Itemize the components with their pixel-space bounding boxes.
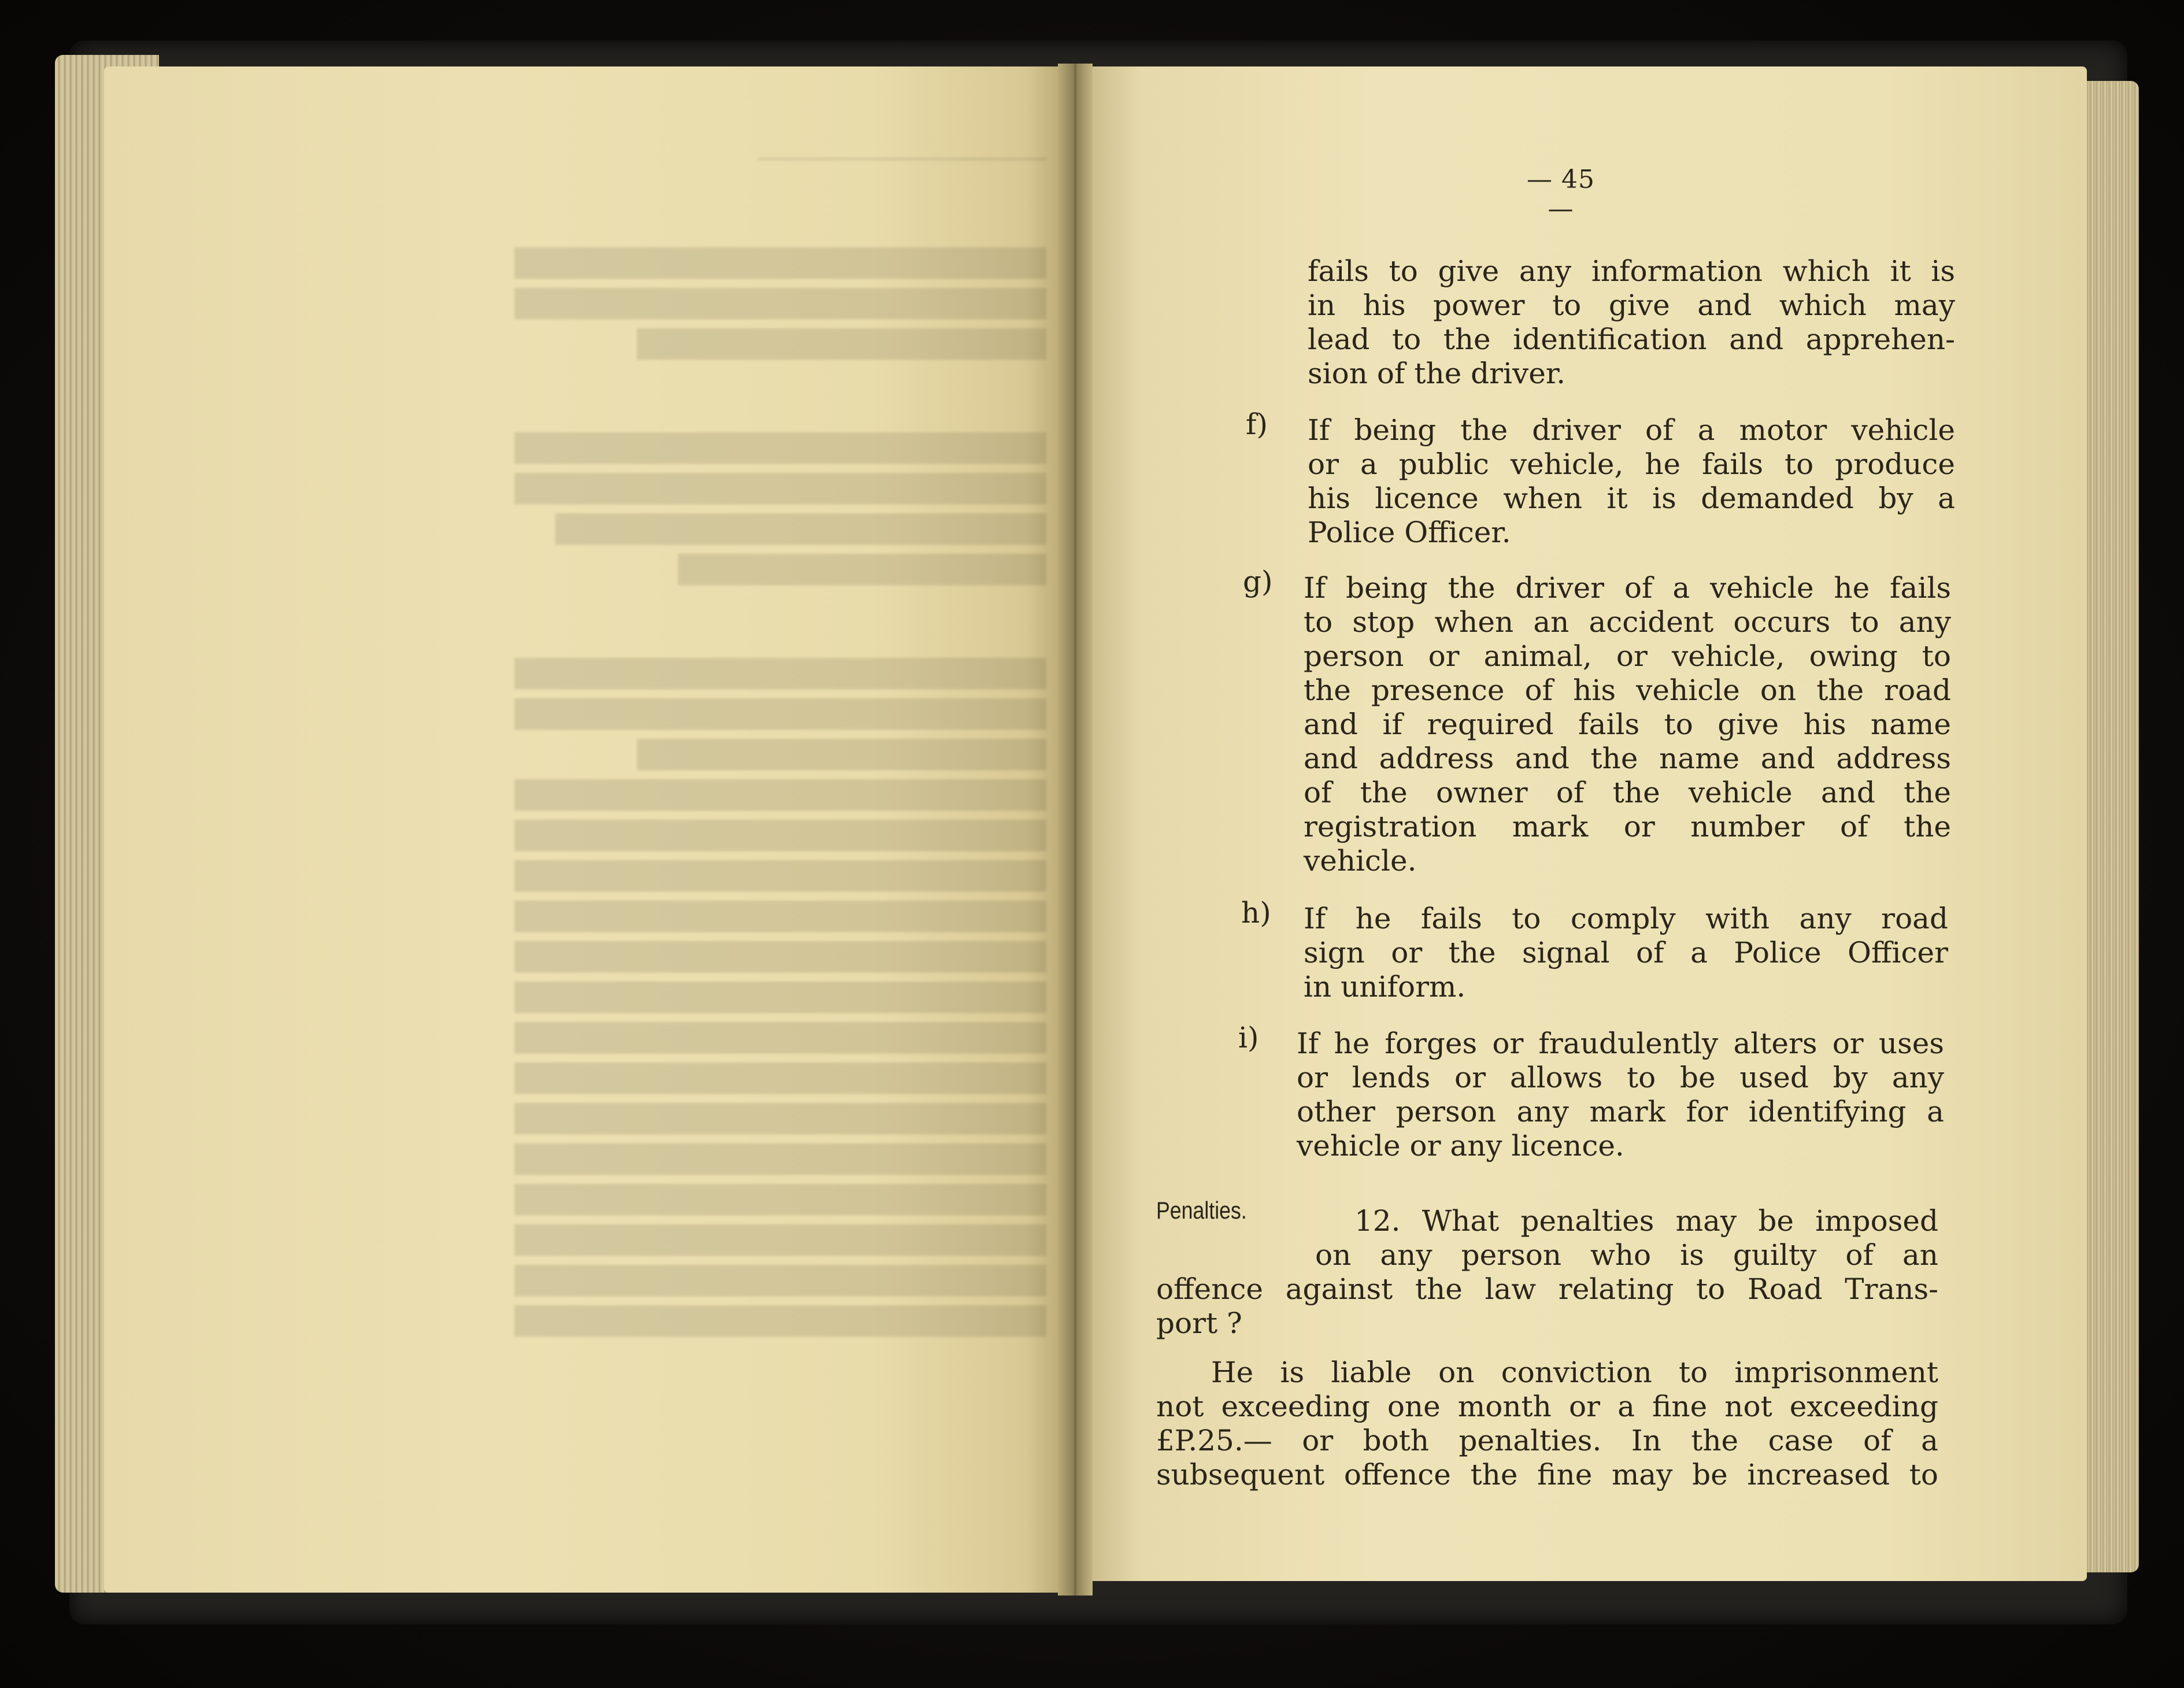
item-letter-f: f) [1246,408,1268,441]
item-h-text [1304,902,1948,1004]
text-line: offence against the law relating to Road Trans- [1156,1272,1938,1306]
text-line: Police Officer. [1308,516,1511,549]
text-line: vehicle. [1304,844,1417,878]
text-line: and address and the name and address [1304,742,1951,775]
question-12-second-line [1315,1238,1938,1272]
item-i-text [1297,1027,1944,1163]
page-number: — 45 — [1527,165,1595,224]
answer-paragraph [1156,1356,1938,1492]
text-line: or lends or allows to be used by any [1297,1061,1944,1094]
text-line: his licence when it is demanded by a [1308,482,1955,515]
text-line: to stop when an accident occurs to any [1304,605,1951,639]
text-line: £P.25.— or both penalties. In the case of a [1156,1424,1938,1457]
text-line: He is liable on conviction to imprisonment [1211,1356,1938,1389]
item-letter-i: i) [1238,1021,1259,1054]
item-letter-h: h) [1241,896,1271,930]
text-line: of the owner of the vehicle and the [1304,776,1951,809]
question-12-rest [1156,1272,1938,1341]
text-line: lead to the identification and apprehen- [1308,323,1955,356]
text-line: If being the driver of a vehicle he fails [1304,571,1951,605]
text-line: in his power to give and which may [1308,288,1955,322]
text-line: other person any mark for identifying a [1297,1095,1944,1128]
book-gutter [1058,64,1093,1596]
item-f-text [1308,413,1955,550]
text-line: or a public vehicle, he fails to produce [1308,447,1955,481]
text-line: and if required fails to give his name [1304,708,1951,741]
text-line: 12. What penalties may be imposed [1354,1204,1938,1238]
text-line: subsequent offence the fine may be increased to [1156,1458,1938,1491]
margin-note-penalties: Penalties. [1156,1197,1247,1224]
question-12-first-line [1354,1204,1938,1238]
text-line: fails to give any information which it is [1308,254,1955,288]
text-line: port ? [1156,1306,1242,1340]
text-line: registration mark or number of the [1304,810,1951,843]
text-line: in uniform. [1304,970,1466,1004]
text-line: sign or the signal of a Police Officer [1304,936,1948,969]
text-line: If he fails to comply with any road [1304,902,1948,935]
text-line: the presence of his vehicle on the road [1304,673,1951,707]
item-g-text [1304,571,1951,878]
text-line: on any person who is guilty of an [1315,1238,1938,1272]
item-letter-g: g) [1243,565,1273,598]
text-line: If he forges or fraudulently alters or uses [1297,1027,1944,1060]
text-line: If being the driver of a motor vehicle [1308,413,1955,447]
text-line: person or animal, or vehicle, owing to [1304,639,1951,673]
text-line: vehicle or any licence. [1297,1129,1624,1163]
text-line: sion of the driver. [1308,357,1566,390]
left-page-show-through: ────────────────── ██████████████████████████ ██████████████████████████ ████████████████████ ██████████████████████████ ██████████████████████████ ████████████████████████ ██████████████████ ██████████████████████████ ██████████████████████████ ████████████████████ ██████████████████████████ ██████████████████████████ ██████████████████████████ ██████████████████████████ ██████████████████████████ ██████████████████████████ ██████████████████████████ ██████████████████████████ ██████████████████████████ ██████████████████████████ ██████████████████████████ ██████████████████████████ ██████████████████████████ ██████████████████████████ [514,143,1046,1337]
text-line: not exceeding one month or a fine not exceeding [1156,1390,1938,1423]
paragraph-e-continued [1308,254,1955,391]
